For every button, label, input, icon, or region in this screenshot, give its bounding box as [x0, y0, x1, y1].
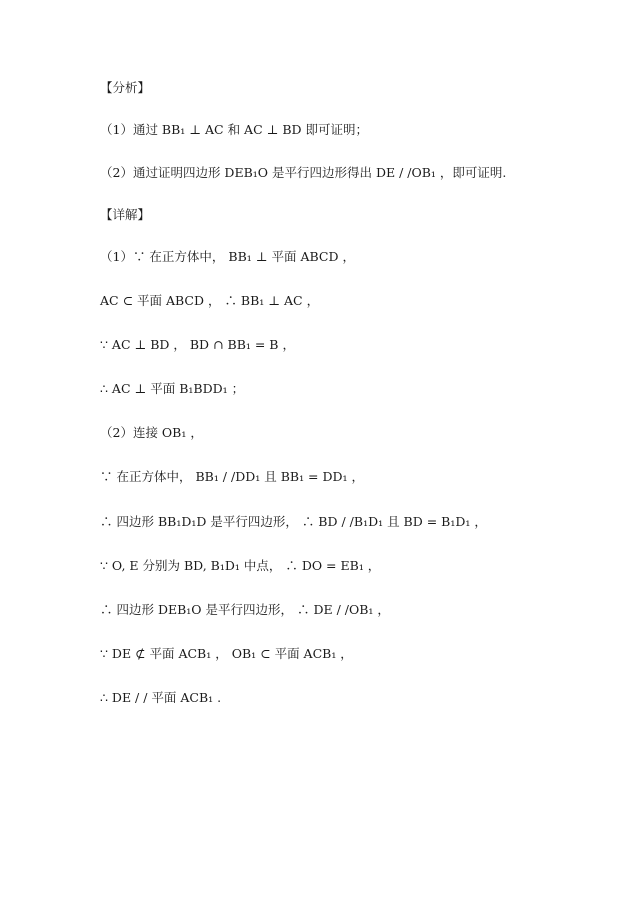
solution-line-7: ∴ 四边形 BB₁D₁D 是平行四边形， ∴ BD / /B₁D₁ 且 BD = B₁D₁ ， — [100, 514, 487, 529]
solution-line-1: （1）∵ 在正方体中， BB₁ ⊥ 平面 ABCD ， — [100, 249, 355, 264]
analysis-step-1: （1）通过 BB₁ ⊥ AC 和 AC ⊥ BD 即可证明； — [100, 122, 369, 137]
solution-line-9: ∴ 四边形 DEB₁O 是平行四边形， ∴ DE / /OB₁ ， — [100, 602, 390, 617]
solution-line-3: ∵ AC ⊥ BD ， BD ∩ BB₁ = B ， — [100, 337, 295, 352]
solution-line-8: ∵ O, E 分别为 BD, B₁D₁ 中点， ∴ DO = EB₁ ， — [100, 558, 381, 573]
solution-line-6: ∵ 在正方体中， BB₁ / /DD₁ 且 BB₁ = DD₁ ， — [100, 469, 365, 484]
solution-heading: 【详解】 — [100, 207, 151, 222]
solution-line-2: AC ⊂ 平面 ABCD ， ∴ BB₁ ⊥ AC ， — [100, 293, 320, 308]
solution-line-4: ∴ AC ⊥ 平面 B₁BDD₁ ； — [100, 381, 245, 396]
solution-line-11: ∴ DE / / 平面 ACB₁ . — [100, 690, 222, 705]
solution-line-5: （2）连接 OB₁ ， — [100, 425, 203, 440]
analysis-heading: 【分析】 — [100, 80, 151, 95]
analysis-step-2: （2）通过证明四边形 DEB₁O 是平行四边形得出 DE / /OB₁ ，即可证明. — [100, 165, 507, 180]
solution-line-10: ∵ DE ⊄ 平面 ACB₁ ， OB₁ ⊂ 平面 ACB₁ ， — [100, 646, 353, 661]
